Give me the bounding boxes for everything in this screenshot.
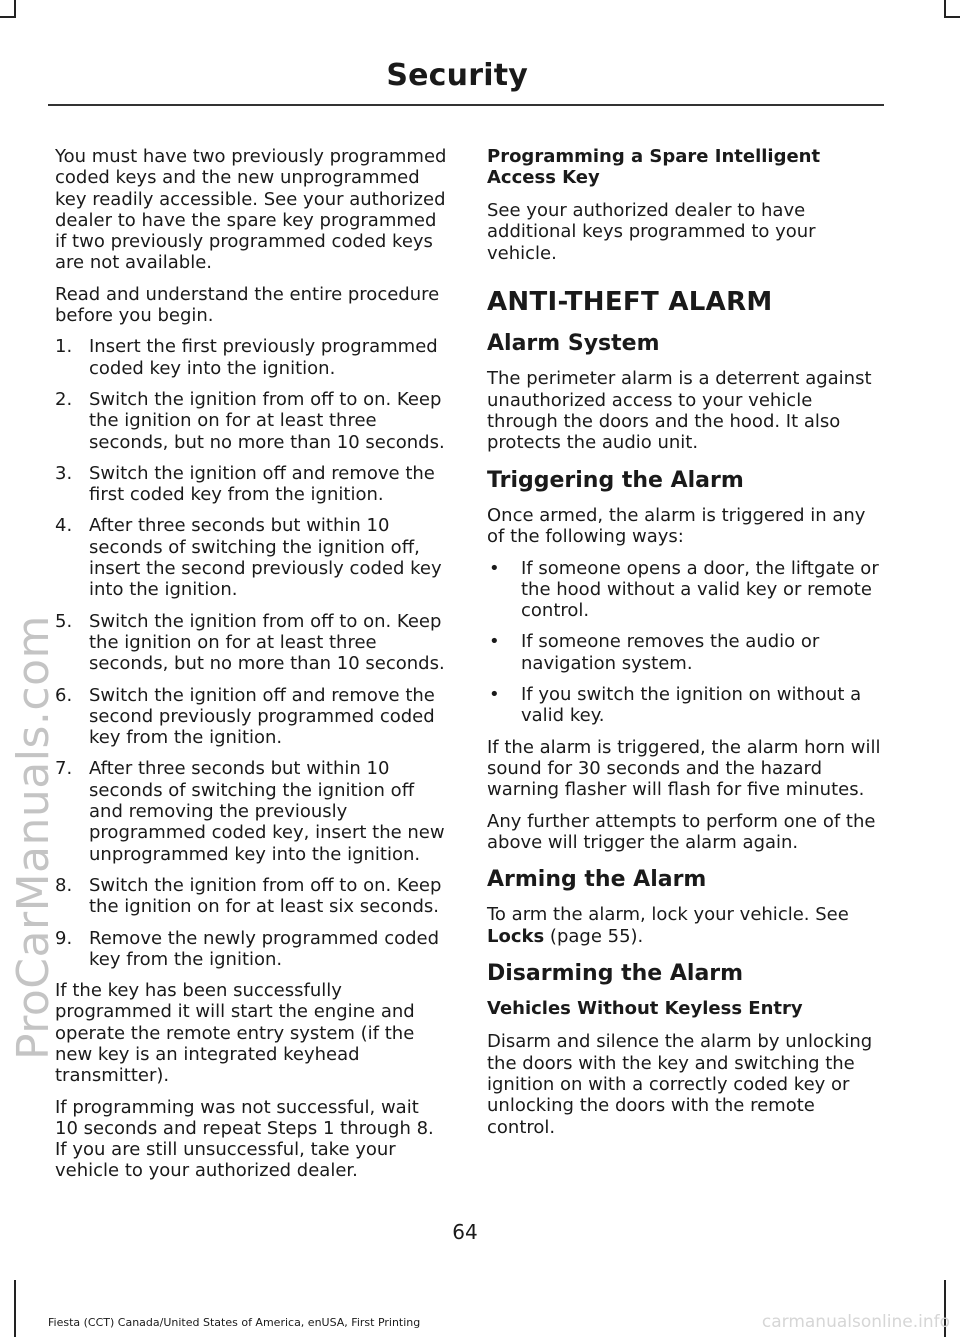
bullet-icon: • <box>489 557 500 579</box>
crop-mark <box>944 0 946 16</box>
alarm-system-text: The perimeter alarm is a deterrent against unauthorized access to your vehicle through the doors and the hood. It also protects the audio unit. <box>487 368 872 454</box>
crop-mark <box>944 16 960 18</box>
bullet-icon: • <box>489 684 500 706</box>
step-text: After three seconds but within 10 seconds of switching the ignition off and removing the previously programmed coded key, insert the new unprogrammed key into the ignition. <box>89 758 445 865</box>
step-item <box>55 463 447 506</box>
step-number: 5. <box>55 610 73 632</box>
watermark-procarmanuals: ProCarManuals.com <box>8 615 59 1060</box>
step-item <box>55 685 447 749</box>
disarm-text: Disarm and silence the alarm by unlocking the doors with the key and switching the ignition on with a correctly coded key or unlocking the doors with the remote control. <box>487 1031 873 1138</box>
trigger-list <box>487 558 881 727</box>
locks-link[interactable]: Locks <box>487 925 545 947</box>
step-number: 9. <box>55 927 73 949</box>
step-text: Switch the ignition off and remove the second previously programmed coded key from the ignition. <box>89 684 435 749</box>
page-title: Security <box>386 58 528 93</box>
page-number: 64 <box>452 1220 478 1244</box>
procedure-steps <box>55 336 447 970</box>
intro-paragraph: You must have two previously programmed coded keys and the new unprogrammed key readily accessible. See your authorized dealer to have the spare key programmed if two previously programmed coded keys are not available. <box>55 146 447 274</box>
list-item-text: If you switch the ignition on without a valid key. <box>521 684 862 727</box>
arming-text-start: To arm the alarm, lock your vehicle. See <box>487 904 849 926</box>
step-text: Switch the ignition from off to on. Keep the ignition on for at least three seconds, but no more than 10 seconds. <box>89 610 445 675</box>
arming-heading: Arming the Alarm <box>487 867 707 893</box>
step-text: Insert the first previously programmed coded key into the ignition. <box>89 336 438 379</box>
spare-key-heading: Programming a Spare Intelligent Access Key <box>487 146 821 188</box>
list-item-text: If someone removes the audio or navigation system. <box>521 631 820 674</box>
result-paragraph: If programming was not successful, wait 10 seconds and repeat Steps 1 through 8. If you are still unsuccessful, take your vehicle to your authorized dealer. <box>55 1096 434 1182</box>
vehicles-without-keyless-heading: Vehicles Without Keyless Entry <box>487 998 803 1020</box>
step-text: Remove the newly programmed coded key from the ignition. <box>89 927 440 970</box>
step-number: 6. <box>55 684 73 706</box>
result-paragraph: If the key has been successfully programmed it will start the engine and operate the remote entry system (if the new key is an integrated keyhead transmitter). <box>55 980 415 1087</box>
step-text: Switch the ignition from off to on. Keep the ignition on for at least six seconds. <box>89 874 442 918</box>
arming-text <box>487 904 881 947</box>
step-number: 1. <box>55 336 73 358</box>
crop-mark <box>14 1280 16 1337</box>
list-item <box>487 684 881 727</box>
step-item <box>55 389 447 453</box>
step-item <box>55 758 447 864</box>
step-number: 7. <box>55 758 73 780</box>
footer-text: Fiesta (CCT) Canada/United States of America, enUSA, First Printing <box>48 1316 421 1329</box>
list-item-text: If someone opens a door, the liftgate or the hood without a valid key or remote control. <box>521 557 879 622</box>
right-column <box>487 146 881 1148</box>
list-item <box>487 558 881 622</box>
header-divider <box>48 104 884 106</box>
step-number: 8. <box>55 874 73 896</box>
step-item <box>55 611 447 675</box>
list-item <box>487 631 881 674</box>
section-heading: ANTI-THEFT ALARM <box>487 286 773 317</box>
intro-paragraph: Read and understand the entire procedure before you begin. <box>55 283 440 327</box>
arming-text-end: (page 55). <box>544 925 644 947</box>
step-item <box>55 515 447 600</box>
step-text: Switch the ignition from off to on. Keep the ignition on for at least three seconds, but no more than 10 seconds. <box>89 388 445 453</box>
triggering-heading: Triggering the Alarm <box>487 467 744 493</box>
step-number: 3. <box>55 462 73 484</box>
step-text: After three seconds but within 10 seconds of switching the ignition off, insert the second previously coded key into the ignition. <box>89 515 442 601</box>
watermark-carmanualsonline: carmanualsonline.info <box>761 1312 950 1332</box>
step-number: 4. <box>55 515 73 537</box>
step-item <box>55 336 447 379</box>
step-text: Switch the ignition off and remove the first coded key from the ignition. <box>89 462 435 506</box>
further-attempts-text: Any further attempts to perform one of the above will trigger the alarm again. <box>487 810 876 853</box>
disarming-heading: Disarming the Alarm <box>487 961 744 987</box>
crop-mark <box>0 16 16 18</box>
alarm-system-heading: Alarm System <box>487 331 660 357</box>
crop-mark <box>14 0 16 16</box>
triggered-text: If the alarm is triggered, the alarm horn will sound for 30 seconds and the hazard warning flasher will flash for five minutes. <box>487 736 881 801</box>
left-column <box>55 146 447 1192</box>
spare-key-text: See your authorized dealer to have additional keys programmed to your vehicle. <box>487 200 816 264</box>
triggering-text: Once armed, the alarm is triggered in any of the following ways: <box>487 504 866 548</box>
step-item <box>55 928 447 971</box>
step-number: 2. <box>55 388 73 410</box>
bullet-icon: • <box>489 631 500 653</box>
step-item <box>55 875 447 918</box>
